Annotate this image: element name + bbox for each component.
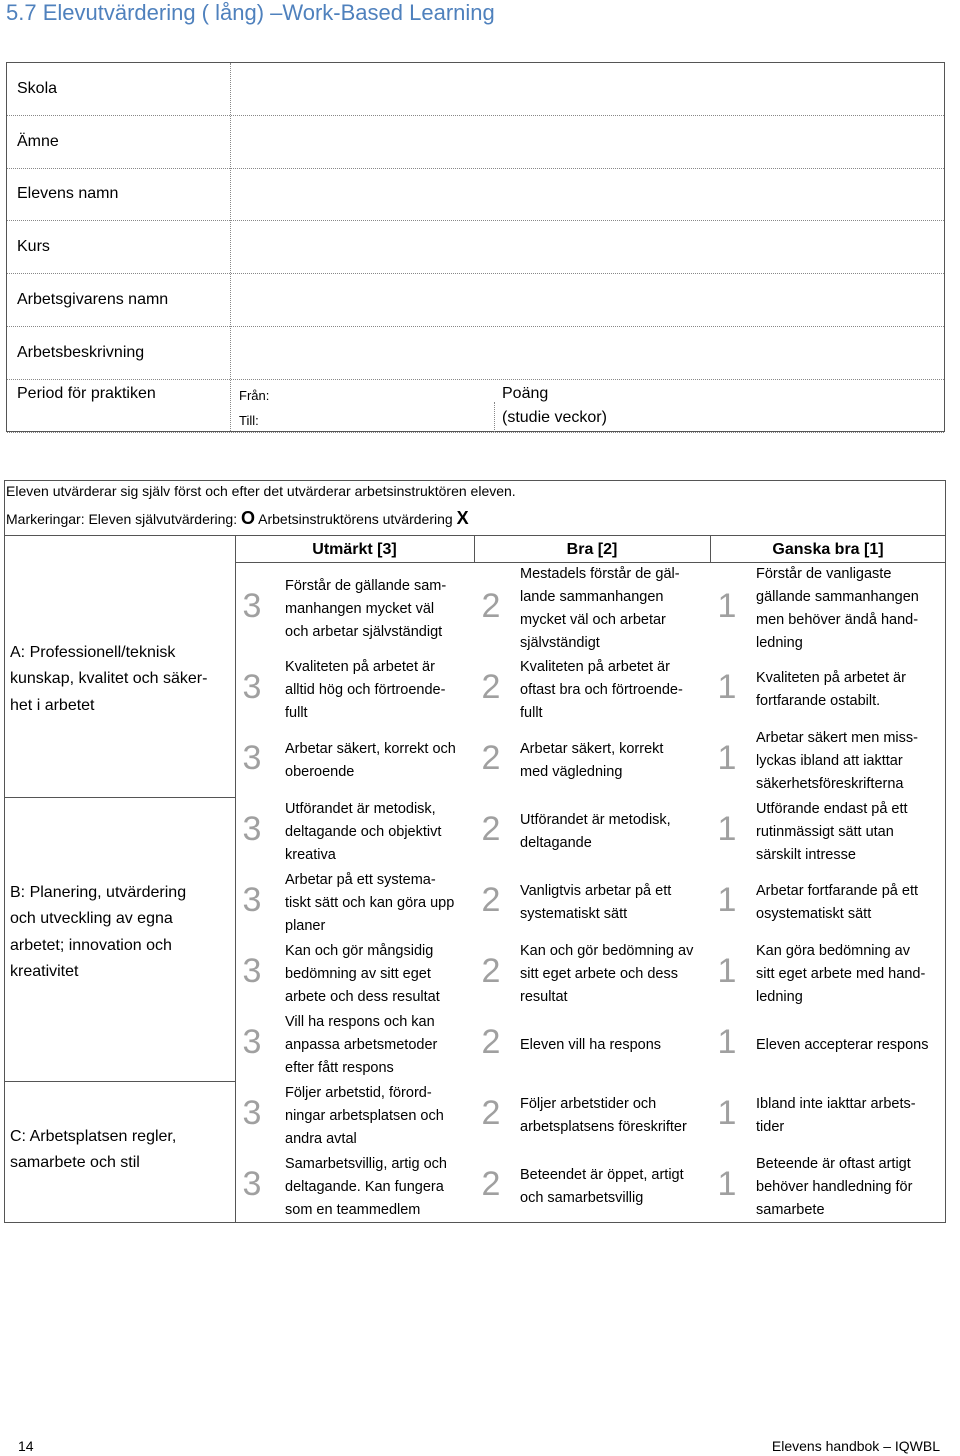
description-line: Arbetar säkert, korrekt [520,741,664,757]
category-line: arbetet; innovation och [10,936,172,954]
category-line: kunskap, kvalitet och säker- [10,670,208,688]
description-line: Ibland inte iakttar arbets- [756,1096,916,1112]
description-line: kreativa [285,846,336,863]
score-number: 3 [242,739,262,777]
criterion-description [285,738,456,784]
description-line: fullt [520,704,543,721]
score-number: 1 [717,952,737,990]
score-number: 3 [242,1023,262,1061]
category-line: och utveckling av egna [10,910,173,928]
criterion-description [520,738,663,784]
description-line: ledning [756,635,803,651]
criterion-description [520,563,680,655]
category-b-label [10,880,186,986]
description-line: Vill ha respons och kan [285,1013,435,1030]
criterion-description [520,1164,684,1210]
criterion-description [756,940,925,1009]
intro-text: Arbetsinstruktörens utvärdering [255,511,457,527]
description-line: Kvaliteten på arbetet är [520,658,670,675]
description-line: gällande sammanhangen [756,589,919,605]
description-line: tiskt sätt och kan göra upp [285,894,455,911]
description-line: ledning [756,988,803,1005]
intro-text: Markeringar: Eleven självutvärdering: [6,511,241,527]
description-line: anpassa arbetsmetoder [285,1036,438,1053]
description-line: och samarbetsvillig [520,1190,644,1206]
divider [4,535,946,536]
description-line: Följer arbetstider och [520,1096,657,1112]
description-line: planer [285,917,326,934]
score-number: 3 [242,952,262,990]
description-line: behöver handledning för [756,1178,913,1195]
score-number: 3 [242,1165,262,1203]
score-number: 1 [717,587,737,625]
description-line: rutinmässigt sätt utan [756,823,894,840]
description-line: Arbetar på ett systema- [285,871,436,888]
description-line: manhangen mycket väl [285,600,435,617]
criterion-description [520,1034,661,1057]
criterion-description [520,940,693,1009]
criterion-description [756,880,918,926]
description-line: med vägledning [520,764,623,780]
description-line: Mestadels förstår de gäl- [520,566,680,582]
description-line: särskilt intresse [756,846,856,863]
criterion-description [285,798,441,867]
description-line: Eleven accepterar respons [756,1036,929,1053]
score-number: 2 [481,881,501,919]
score-number: 3 [242,587,262,625]
description-line: Arbetar säkert men miss- [756,729,918,746]
description-line: fortfarande ostabilt. [756,693,881,709]
score-number: 2 [481,1023,501,1061]
divider [235,535,236,1223]
description-line: Följer arbetstid, förord- [285,1084,432,1101]
column-header: Bra [2] [566,541,618,558]
criterion-description [756,727,918,796]
period-points-label: Poäng [502,384,549,402]
info-row-label: Elevens namn [17,185,119,203]
description-line: säkerhetsföreskrifterna [756,775,904,792]
description-line: efter fått respons [285,1059,394,1076]
description-line: tider [756,1119,785,1135]
criterion-description [285,1011,437,1080]
description-line: Beteende är oftast artigt [756,1155,911,1172]
criterion-description [756,1034,929,1057]
score-number: 2 [481,668,501,706]
info-row-label: Skola [17,79,58,97]
info-row-label: Arbetsbeskrivning [17,343,145,361]
page-number: 14 [18,1438,34,1454]
score-number: 3 [242,1094,262,1132]
description-line: Vanligtvis arbetar på ett [520,883,672,899]
description-line: Samarbetsvillig, artig och [285,1155,447,1172]
score-number: 2 [481,739,501,777]
score-number: 2 [481,1165,501,1203]
criterion-description [756,798,908,867]
category-a-label [10,640,207,719]
info-row-label: Arbetsgivarens namn [17,291,169,309]
category-c-label [10,1124,176,1177]
info-row-label: Kurs [17,238,50,256]
divider [494,402,495,432]
description-line: mycket väl och arbetar [520,612,666,628]
description-line: osystematiskt sätt [756,906,872,922]
category-line: C: Arbetsplatsen regler, [10,1128,177,1145]
description-line: bedömning av sitt eget [285,965,431,982]
description-line: Förstår de gällande sam- [285,577,447,594]
description-line: och arbetar självständigt [285,623,443,640]
info-row [7,274,944,327]
description-line: Förstår de vanligaste [756,566,892,582]
info-row [7,327,944,380]
description-line: Kan och gör bedömning av [520,942,694,959]
description-line: Utförandet är metodisk, [285,800,436,817]
description-line: lyckas ibland att iakttar [756,752,903,769]
description-line: deltagande. Kan fungera [285,1178,444,1195]
score-number: 2 [481,1094,501,1132]
description-line: som en teammedlem [285,1201,421,1218]
description-line: Arbetar säkert, korrekt och [285,741,456,757]
description-line: arbetsplatsens föreskrifter [520,1119,687,1135]
score-number: 2 [481,952,501,990]
score-number: 1 [717,1094,737,1132]
info-row [7,169,944,222]
period-from-label: Från: [239,387,270,403]
description-line: oberoende [285,764,355,780]
description-line: ningar arbetsplatsen och [285,1107,444,1124]
description-line: men behöver ändå hand- [756,612,919,628]
description-line: Utförande endast på ett [756,800,908,817]
intro-line-1: Eleven utvärderar sig själv först och efter det utvärderar arbetsinstruktören eleven. [6,483,516,499]
description-line: fullt [285,704,308,721]
score-number: 1 [717,810,737,848]
info-row [7,380,944,433]
criterion-description [520,880,671,926]
description-line: Kvaliteten på arbetet är [285,658,435,675]
criterion-description [285,869,454,938]
criterion-description [756,1093,916,1139]
instructor-mark-symbol: X [456,508,469,528]
description-line: självständigt [520,635,600,651]
intro-line-2 [6,508,469,529]
description-line: samarbete [756,1201,825,1218]
description-line: Eleven vill ha respons [520,1036,662,1053]
divider [4,797,235,798]
criterion-description [285,940,440,1009]
score-number: 2 [481,587,501,625]
criterion-description [756,1153,912,1222]
category-line: B: Planering, utvärdering [10,884,187,901]
column-header: Ganska bra [1] [772,541,884,558]
description-line: deltagande och objektivt [285,823,442,840]
info-row [7,116,944,169]
criterion-description [285,656,445,725]
description-line: systematiskt sätt [520,906,628,922]
description-line: Kan göra bedömning av [756,942,910,959]
score-number: 1 [717,1165,737,1203]
score-number: 2 [481,810,501,848]
description-line: lande sammanhangen [520,589,664,605]
criterion-description [285,1153,447,1222]
description-line: andra avtal [285,1130,357,1147]
self-mark-symbol: O [241,508,256,528]
description-line: deltagande [520,835,592,851]
divider [230,63,231,431]
score-number: 1 [717,739,737,777]
score-number: 3 [242,881,262,919]
description-line: Utförandet är metodisk, [520,812,671,828]
description-line: sitt eget arbete med hand- [756,965,926,982]
info-row [7,221,944,274]
criterion-description [520,656,683,725]
description-line: oftast bra och förtroende- [520,681,683,698]
student-info-table [6,62,945,432]
category-line: A: Professionell/teknisk [10,644,176,661]
period-weeks-label: (studie veckor) [502,408,607,426]
page-heading: 5.7 Elevutvärdering ( lång) –Work-Based Learning [6,0,495,25]
description-line: Arbetar fortfarande på ett [756,883,919,899]
score-number: 1 [717,668,737,706]
info-row [7,63,944,116]
info-row-label: Ämne [17,132,59,150]
category-line: het i arbetet [10,696,95,714]
score-number: 3 [242,810,262,848]
description-line: resultat [520,988,568,1005]
category-line: samarbete och stil [10,1154,140,1172]
footer-title: Elevens handbok – IQWBL [771,1438,940,1454]
description-line: sitt eget arbete och dess [520,965,678,982]
score-number: 3 [242,668,262,706]
info-row-label: Period för praktiken [17,384,156,402]
criterion-description [520,809,671,855]
divider [4,1081,235,1082]
score-number: 1 [717,1023,737,1061]
description-line: Beteendet är öppet, artigt [520,1167,684,1183]
category-line: kreativitet [10,963,79,981]
criterion-description [285,575,446,644]
description-line: Kan och gör mångsidig [285,942,434,959]
description-line: arbete och dess resultat [285,988,440,1005]
period-to-label: Till: [239,412,259,428]
column-header: Utmärkt [3] [312,541,397,558]
criterion-description [756,667,906,713]
score-number: 1 [717,881,737,919]
criterion-description [520,1093,687,1139]
criterion-description [285,1082,444,1151]
description-line: alltid hög och förtroende- [285,681,446,698]
description-line: Kvaliteten på arbetet är [756,670,906,686]
criterion-description [756,563,919,655]
